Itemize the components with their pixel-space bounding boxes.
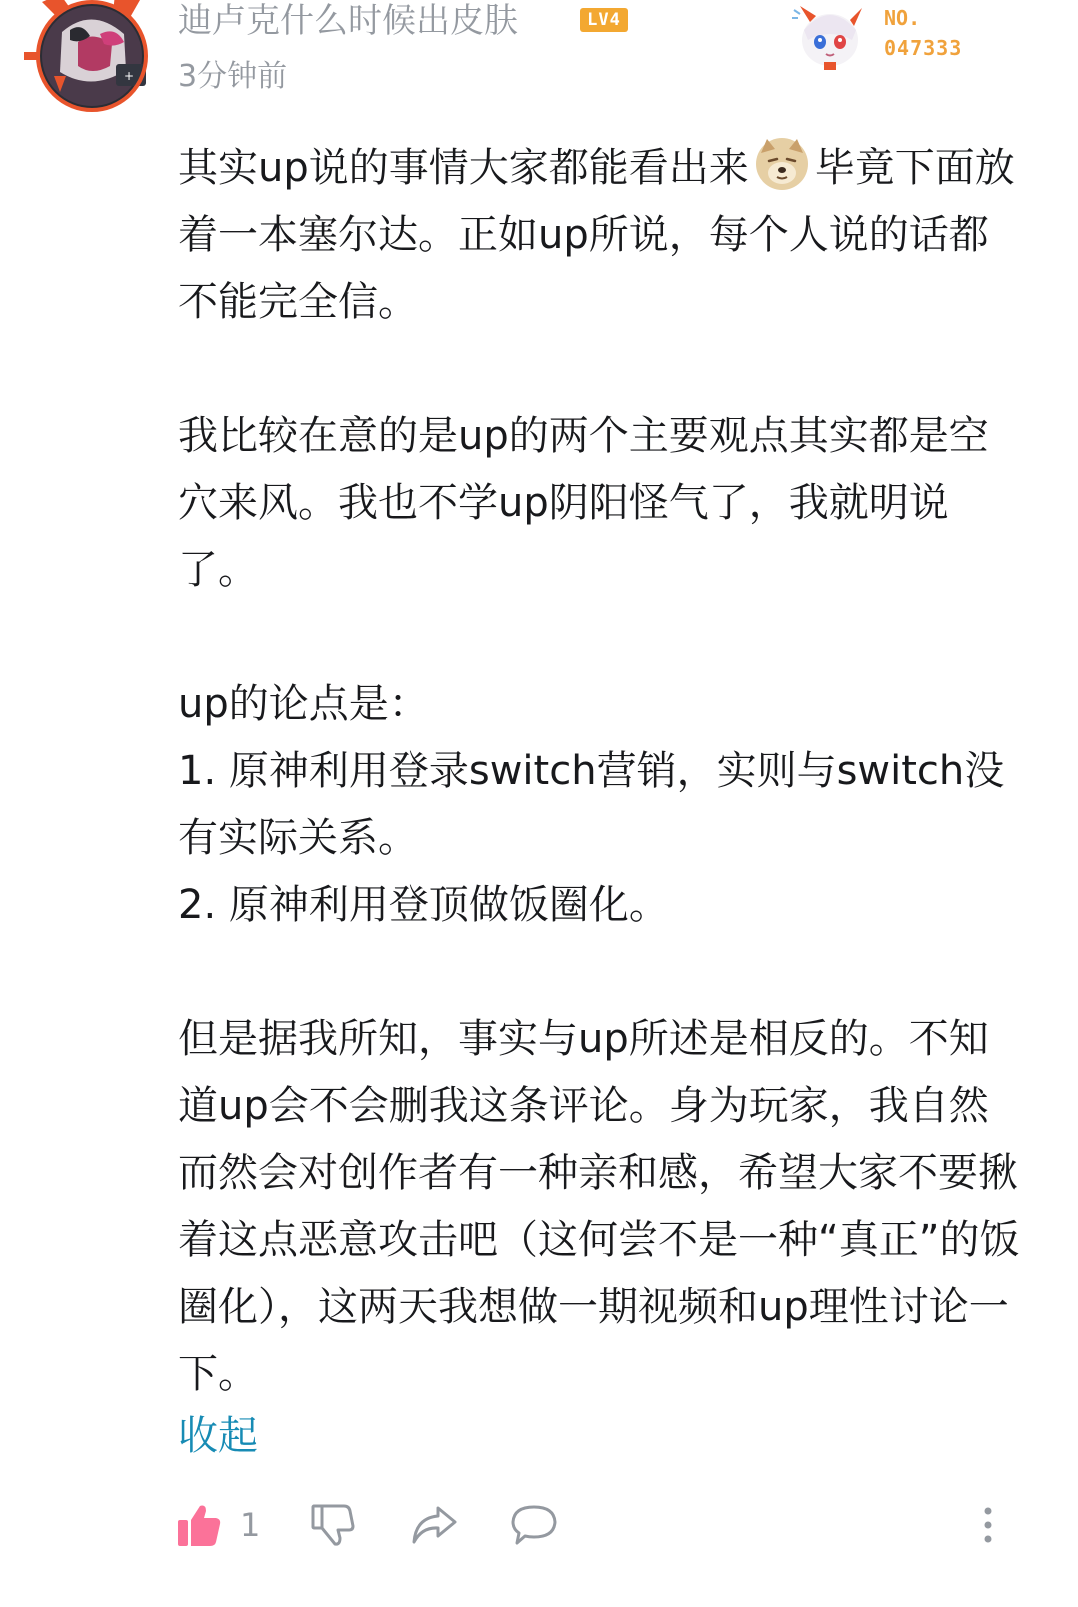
comment-list-item-1: 1. 原神利用登录switch营销，实则与switch没有实际关系。 [178, 748, 1005, 861]
level-badge: LV4 [580, 8, 628, 32]
like-button[interactable] [176, 1490, 260, 1560]
comment-text: 毕竟下面放着一本塞尔达。正如up所说，每个人说的话都不能完全信。 [178, 145, 1015, 325]
avatar[interactable] [20, 0, 160, 116]
comment-icon [510, 1502, 558, 1548]
comment-list-item-2: 2. 原神利用登顶做饭圈化。 [178, 882, 669, 928]
comment-timestamp: 3分钟前 [178, 59, 288, 94]
thumbs-up-icon [176, 1502, 222, 1548]
comment-paragraph-1 [178, 135, 1028, 336]
comment-text: 其实up说的事情大家都能看出来 [178, 145, 749, 191]
reply-button[interactable] [510, 1490, 558, 1560]
avatar-image [20, 0, 160, 116]
share-icon [410, 1502, 458, 1548]
more-vertical-icon [976, 1502, 1000, 1548]
comment-paragraph-3-heading: up的论点是： [178, 681, 429, 727]
like-count: 1 [240, 1506, 261, 1544]
fan-badge-prefix: NO. [884, 6, 921, 30]
fan-badge-card[interactable] [790, 0, 990, 70]
share-button[interactable] [410, 1490, 458, 1560]
doge-emoji-icon [755, 137, 809, 191]
comment-paragraph-2: 我比较在意的是up的两个主要观点其实都是空穴来风。我也不学up阴阳怪气了，我就明说了。 [178, 413, 989, 593]
collapse-link[interactable]: 收起 [178, 1413, 258, 1459]
mascot-icon [790, 0, 870, 70]
more-options-button[interactable] [976, 1490, 1000, 1560]
thumbs-down-icon [310, 1502, 356, 1548]
comment-paragraph-4: 但是据我所知，事实与up所述是相反的。不知道up会不会删我这条评论。身为玩家，我自然而然会对创作者有一种亲和感，希望大家不要揪着这点恶意攻击吧（这何尝不是一种“真正”的饭圈化），这两天我想做一期视频和up理性讨论一下。 [178, 1016, 1020, 1397]
comment-body [178, 135, 1028, 1408]
dislike-button[interactable] [310, 1490, 356, 1560]
username[interactable]: 迪卢克什么时候出皮肤 [178, 1, 518, 41]
fan-badge-number: 047333 [884, 36, 963, 60]
comment-action-bar [0, 1490, 1078, 1560]
svg-text:+: + [124, 69, 135, 83]
